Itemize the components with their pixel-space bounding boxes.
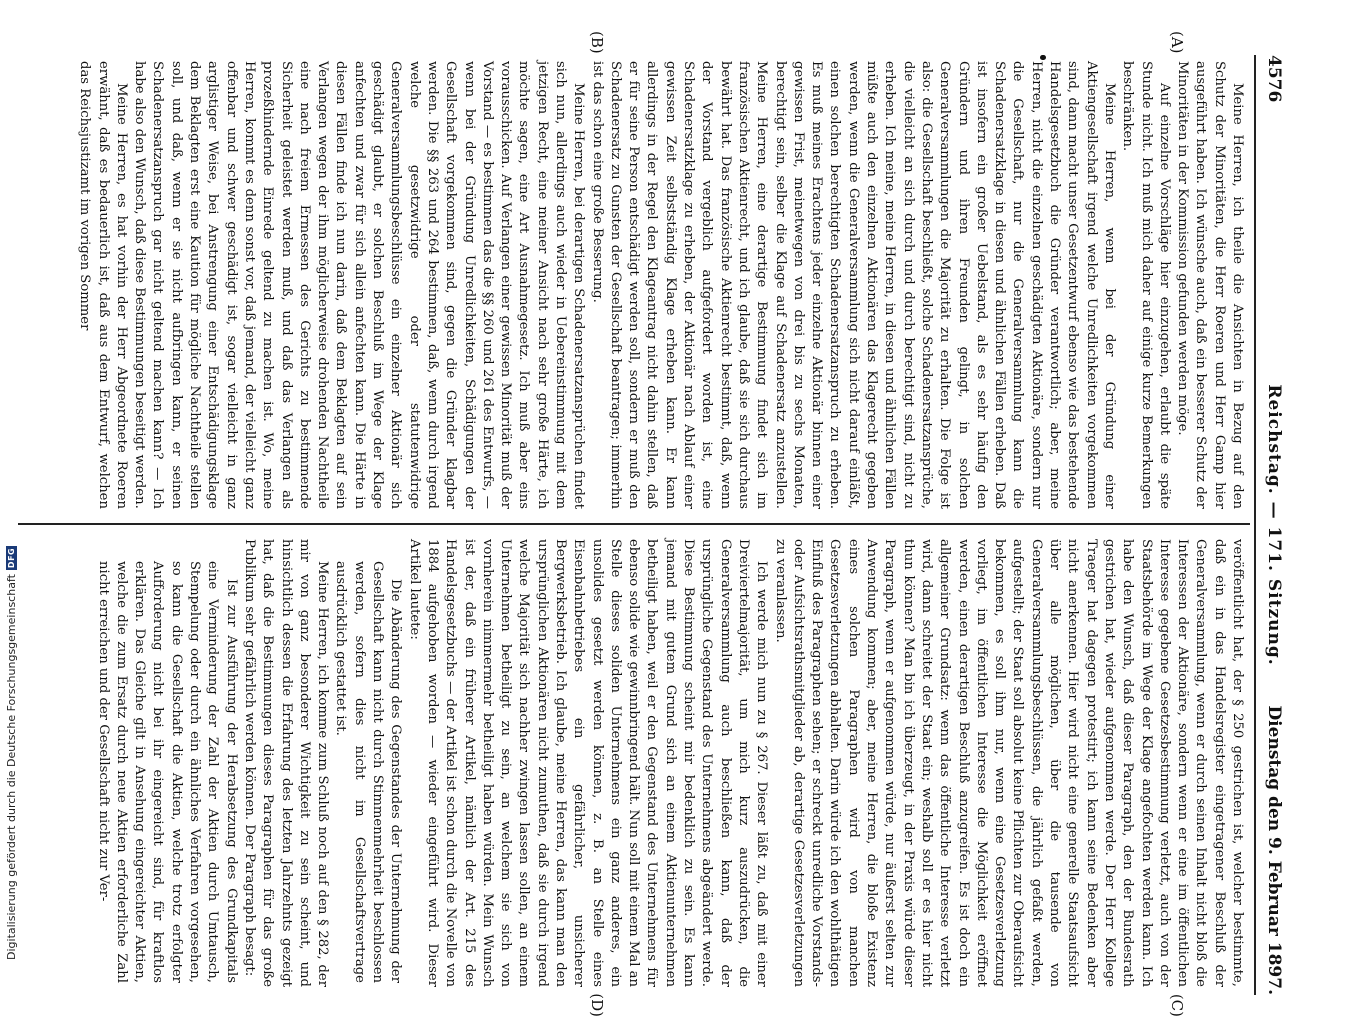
quoted-paragraph: Ist zur Ausführung der Herabsetzung des Grundkapitals eine Verminderung der Zahl der Aktien durch Umtausch, Stempelung oder durch ein ähnliches Verfahren vorgesehen, so kann die Gesellschaft die Aktien, welche trotz erfolgter Aufforderung nicht bei ihr eingereicht sind, für kraftlos erklären. Das Gleiche gilt in Ansehung eingereichter Aktien, welche die zum Ersatz durch neue Aktien erforderliche Zahl nicht erreichen und der Gesellschaft nicht zur Ver- — [95, 561, 239, 983]
paragraph: Ich werde mich nun zu § 267. Dieser läßt zu, daß mit einer Dreiviertelmajorität, um mich kurz auszudrücken, die Generalversammlung auch beschließen kann, daß der ursprüngliche Gegenstand des Unternehmens abgeändert werde. Diese Bestimmung scheint mir bedenklich zu sein. Es kann jemand mit gutem Grund sich an einem Aktienunternehmen betheiligt haben, weil er den Gegenstand des Unternehmens für ebenso solide wie gewinnbringend hält. Nun soll mit einem Mal an Stelle dieses soliden Unternehmens ein ganz anderes, ein unsolides gesetzt werden können, z. B. an Stelle eines Eisenbahnbetriebes ein gefährlicher, unsicherer Bergwerksbetrieb. Ich glaube, meine Herren, das kann man den ursprünglichen Aktionären nicht zumuthen, daß sie durch irgend welche Majorität sich nachher zwingen lassen sollen, an einem Unternehmen betheiligt zu sein, an welchem sie sich von vornherein nimmermehr betheiligt haben würden. Mein Wunsch ist der, daß ein früherer Artikel, nämlich der Art. 215 des Handelsgesetzbuchs — der Artikel ist schon durch die Novelle von 1884 aufgehoben worden — wieder eingeführt wird. Dieser Artikel lautete: — [406, 539, 770, 987]
right-column — [18, 539, 1246, 1017]
page-header — [1256, 55, 1290, 995]
paragraph: Meine Herren, bei derartigen Schadenersatzansprüchen findet sich nun, allerdings auch wieder in Uebereinstimmung mit dem jetzigen Recht, eine meiner Ansicht nach sehr große Härte, ich möchte sagen, eine Art Ausnahmegesetz. Ich muß aber eins vorausschicken. Auf Verlangen einer gewissen Minorität muß der Vorstand — es bestimmen das die §§ 260 und 261 des Entwurfs, — wenn bei der Gründung Unredlichkeiten, Schädigungen der Gesellschaft vorgekommen sind, gegen die Gründer klagbar werden. Die §§ 263 und 264 bestimmen, daß, wenn durch irgend welche gesetzwidrige oder statutenwidrige Generalversammlungsbeschlüsse ein einzelner Aktionär sich geschädigt glaubt, er solchen Beschluß im Wege der Klage anfechten und zwar für sich allein anfechten kann. Die Härte in diesen Fällen finde ich nun darin, daß dem Beklagten auf sein Verlangen wegen der ihm möglicherweise drohenden Nachtheile eine nach freiem Ermessen des Gerichts zu bestimmende Sicherheit geleistet werden muß, und daß das Verlangen als prozeßhindernde Einrede geltend zu machen ist. Wo, meine Herren, kommt es denn sonst vor, daß jemand, der vielleicht ganz offenbar und schwer geschädigt ist, sogar vielleicht in ganz arglistiger Weise, bei Anstrengung einer Entschädigungsklage dem Beklagten erst eine Kaution für mögliche Nachtheile stellen soll, und daß, wenn er sie nicht aufbringen kann, er seinen Schadenersatzanspruch gar nicht geltend machen kann? — Ich habe also den Wunsch, daß diese Bestimmungen beseitigt werden. — [132, 61, 587, 509]
margin-marker-d: (D) — [588, 993, 606, 1017]
paragraph: Meine Herren, wenn bei der Gründung einer Aktiengesellschaft irgend welche Unredlichkeiten vorgekommen sind, dann macht unser Gesetzentwurf ebenso wie das bestehende Handelsgesetzbuch die Gründer verantwortlich; aber, meine Herren, nicht die einzelnen geschädigten Aktionäre, sondern nur die Gesellschaft, nur die Generalversammlung kann die Schadenersatzklage in diesen und ähnlichen Fällen erheben. Daß ist insofern ein großer Uebelstand, als es sehr häufig den Gründern und ihren Freunden gelingt, in solchen Generalversammlungen die Majorität zu erhalten. Die Folge ist also: die Gesellschaft beschließt, solche Schadenersatzansprüche, die vielleicht an sich durch und durch berechtigt sind, nicht zu erheben. Ich meine, meine Herren, in diesen und ähnlichen Fällen müßte auch den einzelnen Aktionären das Klagerecht gegeben werden, wenn die Generalversammlung sich nicht darauf einläßt, einen solchen berechtigten Schadenersatzanspruch zu erheben. Es muß meines Erachtens jeder einzelne Aktionär binnen einer gewissen Frist, meinetwegen von drei bis zu sechs Monaten, berechtigt sein, selber die Klage auf Schadenersatz anzustellen. Meine Herren, eine derartige Bestimmung findet sich im französischen Aktienrecht, und ich glaube, daß sie sich durchaus bewährt hat. Das französische Aktienrecht bestimmt, daß, wenn der Vorstand vergeblich aufgefordert worden ist, eine Schadenersatzklage zu erheben, der Aktionär nach Ablauf einer gewissen Zeit selbstständig Klage erheben kann. Er kann allerdings in der Regel den Klageantrag nicht dahin stellen, daß er für seine Person entschädigt werden soll, sondern er muß den Schadenersatz zu Gunsten der Gesellschaft beantragen; immerhin ist das schon eine große Besserung. — [589, 61, 1117, 509]
paragraph: Meine Herren, ich komme zum Schluß noch auf den § 282, der mir von ganz besonderer Wichtigkeit zu sein scheint, und hinsichtlich dessen die Erfahrung des letzten Jahrzehnts gezeigt hat, daß die Bestimmungen dieses Paragraphen für das große Publikum sehr gefährlich werden können. Der Paragraph besagt: — [241, 539, 331, 987]
page-title: Reichstag. — 171. Sitzung. — [1264, 384, 1284, 666]
margin-marker-b: (B) — [588, 31, 606, 54]
column-divider — [18, 523, 1250, 525]
document-page — [10, 31, 1290, 1017]
credit-text: Digitalisierung gefördert durch die Deutsche Forschungsgemeinschaft — [4, 574, 18, 960]
left-column — [18, 31, 1246, 509]
paragraph: veröffentlicht hat, der § 250 gestrichen ist, welcher bestimmte, daß ein in das Handelsregister eingetragener Beschluß der Generalversammlung, wenn er durch seinen Inhalt nicht bloß die Interessen der Aktionäre, sondern wenn er eine im öffentlichen Interesse gegebene Gesetzesbestimmung verletzt, auch von der Staatsbehörde im Wege der Klage angefochten werden kann. Ich habe den Wunsch, daß dieser Paragraph, den der Bundesrath gestrichen hat, wieder aufgenommen werde. Der Herr Kollege Traeger hat dagegen protestirt; ich kann seine Bedenken aber nicht anerkennen. Hier wird nicht eine generelle Staatsaufsicht über alle möglichen, über die tausende von Generalversammlungsbeschlüssen, die jährlich gefaßt werden, aufgestellt; der Staat soll absolut keine Pflichten zur Oberaufsicht bekommen, es soll ihm nur, wenn eine Gesetzesverletzung vorliegt, im öffentlichen Interesse die Möglichkeit eröffnet werden, einen derartigen Beschluß anzugreifen. Es ist doch ein allgemeiner Grundsatz: wenn das öffentliche Interesse verletzt wird, dann schreitet der Staat ein; weshalb soll er es hier nicht thun können? Man bin ich überzeugt, in der Praxis würde dieser Paragraph, wenn er aufgenommen würde, nur äußerst selten zur Anwendung kommen; aber, meine Herren, die bloße Existenz eines solchen Paragraphen wird von manchen Gesetzesverletzungen abhalten. Darin würde ich den wohlthätigen Einfluß des Paragraphen sehen; er schreckt unredliche Vorstands- oder Aufsichtsrathsmitglieder ab, derartige Gesetzesverletzungen zu veranlassen. — [772, 539, 1245, 987]
margin-marker-a: (A) — [1168, 31, 1186, 54]
quoted-article: Die Abänderung des Gegenstandes der Unternehmung der Gesellschaft kann nicht durch Stimmenmehrheit beschlossen werden, sofern dies nicht im Gesellschaftsvertrage ausdrücklich gestattet ist. — [333, 561, 404, 983]
margin-marker-c: (C) — [1168, 993, 1186, 1017]
session-date: Dienstag den 9. Februar 1897. — [1264, 705, 1284, 995]
header-rule — [1254, 55, 1256, 995]
paragraph: Auf einzelne Vorschläge hier einzugehen, erlaubt die späte Stunde nicht. Ich muß mich daher auf einige kurze Bemerkungen beschränken. — [1120, 61, 1172, 509]
paragraph: Meine Herren, es hat vorhin der Herr Abgeordnete Roeren erwähnt, daß es bedauerlich ist, daß aus dem Entwurf, welchen das Reichsjustizamt im vorigen Sommer — [77, 61, 129, 509]
paragraph: Meine Herren, ich theile die Ansichten in Bezug auf den Schutz der Minoritäten, die Herr Roeren und Herr Gamp hier ausgeführt haben. Ich wünsche auch, daß ein besserer Schutz der Minoritäten in der Kommission gefunden werden möge. — [1175, 61, 1245, 509]
dfg-logo: DFG — [6, 547, 16, 569]
page-number: 4576 — [1264, 55, 1284, 103]
